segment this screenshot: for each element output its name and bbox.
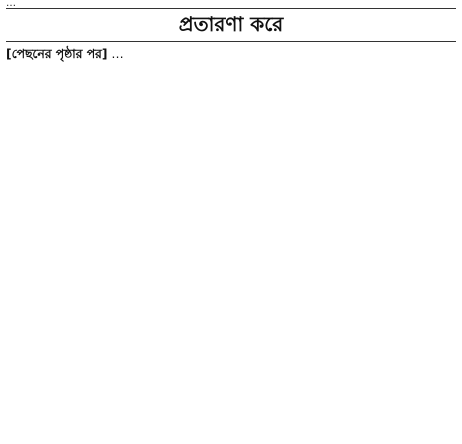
article-body — [6, 46, 456, 63]
headline: প্রতারণা করে — [6, 9, 456, 42]
article-body-text: … — [111, 47, 124, 61]
continued-from-tag: [পেছনের পৃষ্ঠার পর] — [6, 47, 108, 61]
previous-article-fragment: … — [6, 0, 456, 9]
